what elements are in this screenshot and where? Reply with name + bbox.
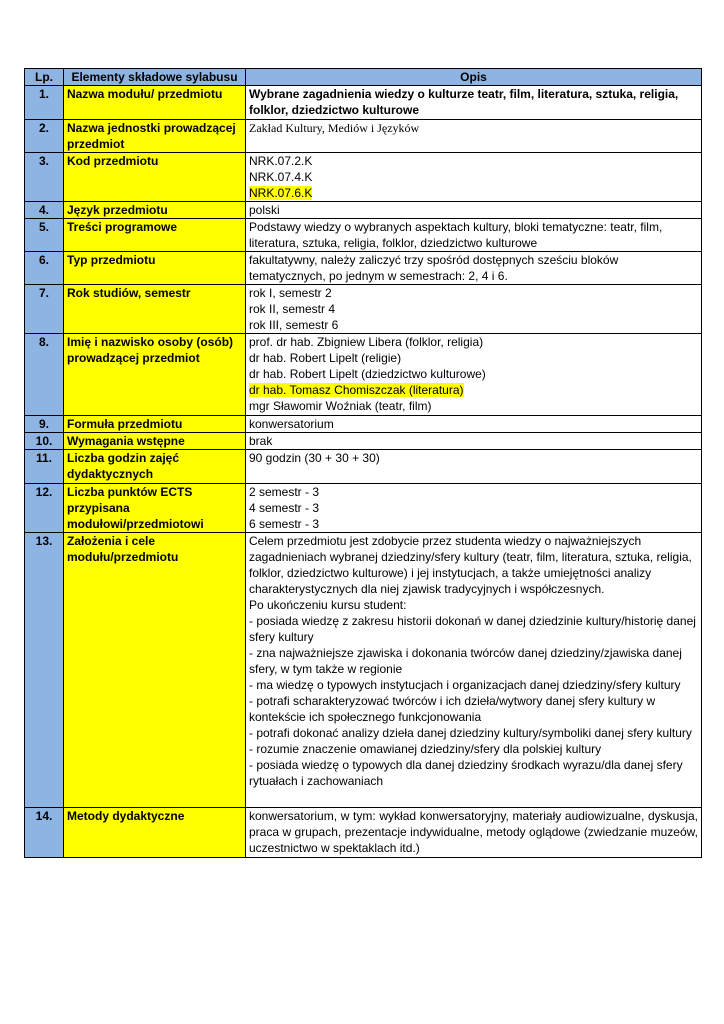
- description-line: prof. dr hab. Zbigniew Libera (folklor, religia): [249, 335, 484, 349]
- table-row: [25, 484, 702, 533]
- description-line: rok I, semestr 2: [249, 286, 332, 300]
- element-name: Rok studiów, semestr: [64, 285, 246, 334]
- row-number: 7.: [25, 285, 64, 334]
- description-line: 4 semestr - 3: [249, 501, 320, 515]
- element-name: Metody dydaktyczne: [64, 808, 246, 858]
- element-description: [246, 416, 702, 433]
- header-lp: Lp.: [25, 69, 64, 86]
- row-number: 14.: [25, 808, 64, 858]
- description-line: rok II, semestr 4: [249, 302, 336, 316]
- description-line: - potrafi scharakteryzować twórców i ich dzieła/wytwory danej sfery kultury w kontekście ich społecznego funkcjonowania: [249, 694, 656, 724]
- element-description: [246, 86, 702, 120]
- description-line: NRK.07.4.K: [249, 170, 313, 184]
- element-name: Wymagania wstępne: [64, 433, 246, 450]
- description-line: dr hab. Robert Lipelt (religie): [249, 351, 402, 365]
- element-name: Imię i nazwisko osoby (osób) prowadzącej przedmiot: [64, 334, 246, 416]
- description-line: fakultatywny, należy zaliczyć trzy spośród dostępnych sześciu bloków tematycznych, po jednym w semestrach: 2, 4 i 6.: [249, 253, 619, 283]
- row-number: 2.: [25, 120, 64, 153]
- description-line: - posiada wiedzę o typowych dla danej dziedziny środkach wyrazu/dla danej sfery rytuałach i zachowaniach: [249, 758, 683, 788]
- element-description: [246, 153, 702, 202]
- element-description: [246, 120, 702, 153]
- table-row: [25, 433, 702, 450]
- description-line: Podstawy wiedzy o wybranych aspektach kultury, bloki tematyczne: teatr, film, literatura, sztuka, religia, folklor, dziedzictwo kulturowe: [249, 220, 663, 250]
- table-row: [25, 808, 702, 858]
- table-row: [25, 334, 702, 416]
- element-name: Kod przedmiotu: [64, 153, 246, 202]
- element-name: Język przedmiotu: [64, 202, 246, 219]
- description-line: - ma wiedzę o typowych instytucjach i organizacjach danej dziedziny/sfery kultury: [249, 678, 681, 692]
- element-description: [246, 334, 702, 416]
- description-line: - rozumie znaczenie omawianej dziedziny/sfery dla polskiej kultury: [249, 742, 602, 756]
- description-line: Po ukończeniu kursu student:: [249, 598, 407, 612]
- description-line: konwersatorium: [249, 417, 334, 431]
- element-description: [246, 219, 702, 252]
- row-number: 10.: [25, 433, 64, 450]
- element-description: [246, 433, 702, 450]
- table-row: [25, 450, 702, 484]
- description-line: konwersatorium, w tym: wykład konwersatoryjny, materiały audiowizualne, dyskusja, praca w grupach, prezentacje indywidualne, metody oglądowe (zwiedzanie muzeów, uczestnictwo w spektaklach itd.): [249, 809, 698, 855]
- header-opis: Opis: [246, 69, 702, 86]
- row-number: 6.: [25, 252, 64, 285]
- description-line: 2 semestr - 3: [249, 485, 320, 499]
- description-line: Celem przedmiotu jest zdobycie przez studenta wiedzy o najważniejszych zagadnieniach wybranej dziedziny/sfery kultury (teatr, film, literatura, sztuka, religia, folklor, dziedzictwo kulturowe) i jej instytucjach, a także umiejętności analizy charakterystycznych dla niej zjawisk tradycyjnych i współczesnych.: [249, 534, 692, 596]
- table-row: [25, 533, 702, 808]
- description-line: - zna najważniejsze zjawiska i dokonania twórców danej dziedziny/zjawiska danej sfery, w tym także w regionie: [249, 646, 682, 676]
- element-description: [246, 285, 702, 334]
- row-number: 5.: [25, 219, 64, 252]
- element-name: Liczba punktów ECTS przypisana modułowi/przedmiotowi: [64, 484, 246, 533]
- header-elements: Elementy składowe sylabusu: [64, 69, 246, 86]
- element-description: [246, 533, 702, 808]
- row-number: 9.: [25, 416, 64, 433]
- description-line: NRK.07.2.K: [249, 154, 313, 168]
- table-row: [25, 120, 702, 153]
- table-row: [25, 86, 702, 120]
- element-name: Treści programowe: [64, 219, 246, 252]
- row-number: 12.: [25, 484, 64, 533]
- description-line: 6 semestr - 3: [249, 517, 320, 531]
- row-number: 11.: [25, 450, 64, 484]
- element-description: [246, 252, 702, 285]
- table-row: [25, 416, 702, 433]
- highlighted-code: NRK.07.6.K: [249, 186, 313, 200]
- description-line: dr hab. Robert Lipelt (dziedzictwo kulturowe): [249, 367, 486, 381]
- element-name: Liczba godzin zajęć dydaktycznych: [64, 450, 246, 484]
- element-description: [246, 484, 702, 533]
- row-number: 13.: [25, 533, 64, 808]
- element-name: Założenia i cele modułu/przedmiotu: [64, 533, 246, 808]
- description-line: mgr Sławomir Woźniak (teatr, film): [249, 399, 432, 413]
- description-line: rok III, semestr 6: [249, 318, 339, 332]
- table-row: [25, 153, 702, 202]
- description-line: polski: [249, 203, 280, 217]
- description-line: 90 godzin (30 + 30 + 30): [249, 451, 380, 465]
- description-line: brak: [249, 434, 273, 448]
- syllabus-table: [24, 68, 702, 858]
- description-line: - posiada wiedzę z zakresu historii dokonań w danej dziedzinie kultury/historię danej sfery kultury: [249, 614, 696, 644]
- element-name: Typ przedmiotu: [64, 252, 246, 285]
- description-line: Wybrane zagadnienia wiedzy o kulturze teatr, film, literatura, sztuka, religia, folklor, dziedzictwo kulturowe: [249, 87, 679, 117]
- table-row: [25, 202, 702, 219]
- row-number: 8.: [25, 334, 64, 416]
- element-description: [246, 202, 702, 219]
- element-name: Nazwa modułu/ przedmiotu: [64, 86, 246, 120]
- element-description: [246, 450, 702, 484]
- element-name: Formuła przedmiotu: [64, 416, 246, 433]
- table-header-row: [25, 69, 702, 86]
- row-number: 3.: [25, 153, 64, 202]
- row-number: 4.: [25, 202, 64, 219]
- element-description: [246, 808, 702, 858]
- description-line: Zakład Kultury, Mediów i Języków: [249, 121, 420, 135]
- description-line: - potrafi dokonać analizy dzieła danej dziedziny kultury/symboliki danej sfery kultury: [249, 726, 692, 740]
- highlighted-lecturer: dr hab. Tomasz Chomiszczak (literatura): [249, 383, 464, 397]
- table-row: [25, 219, 702, 252]
- row-number: 1.: [25, 86, 64, 120]
- table-row: [25, 252, 702, 285]
- table-row: [25, 285, 702, 334]
- element-name: Nazwa jednostki prowadzącej przedmiot: [64, 120, 246, 153]
